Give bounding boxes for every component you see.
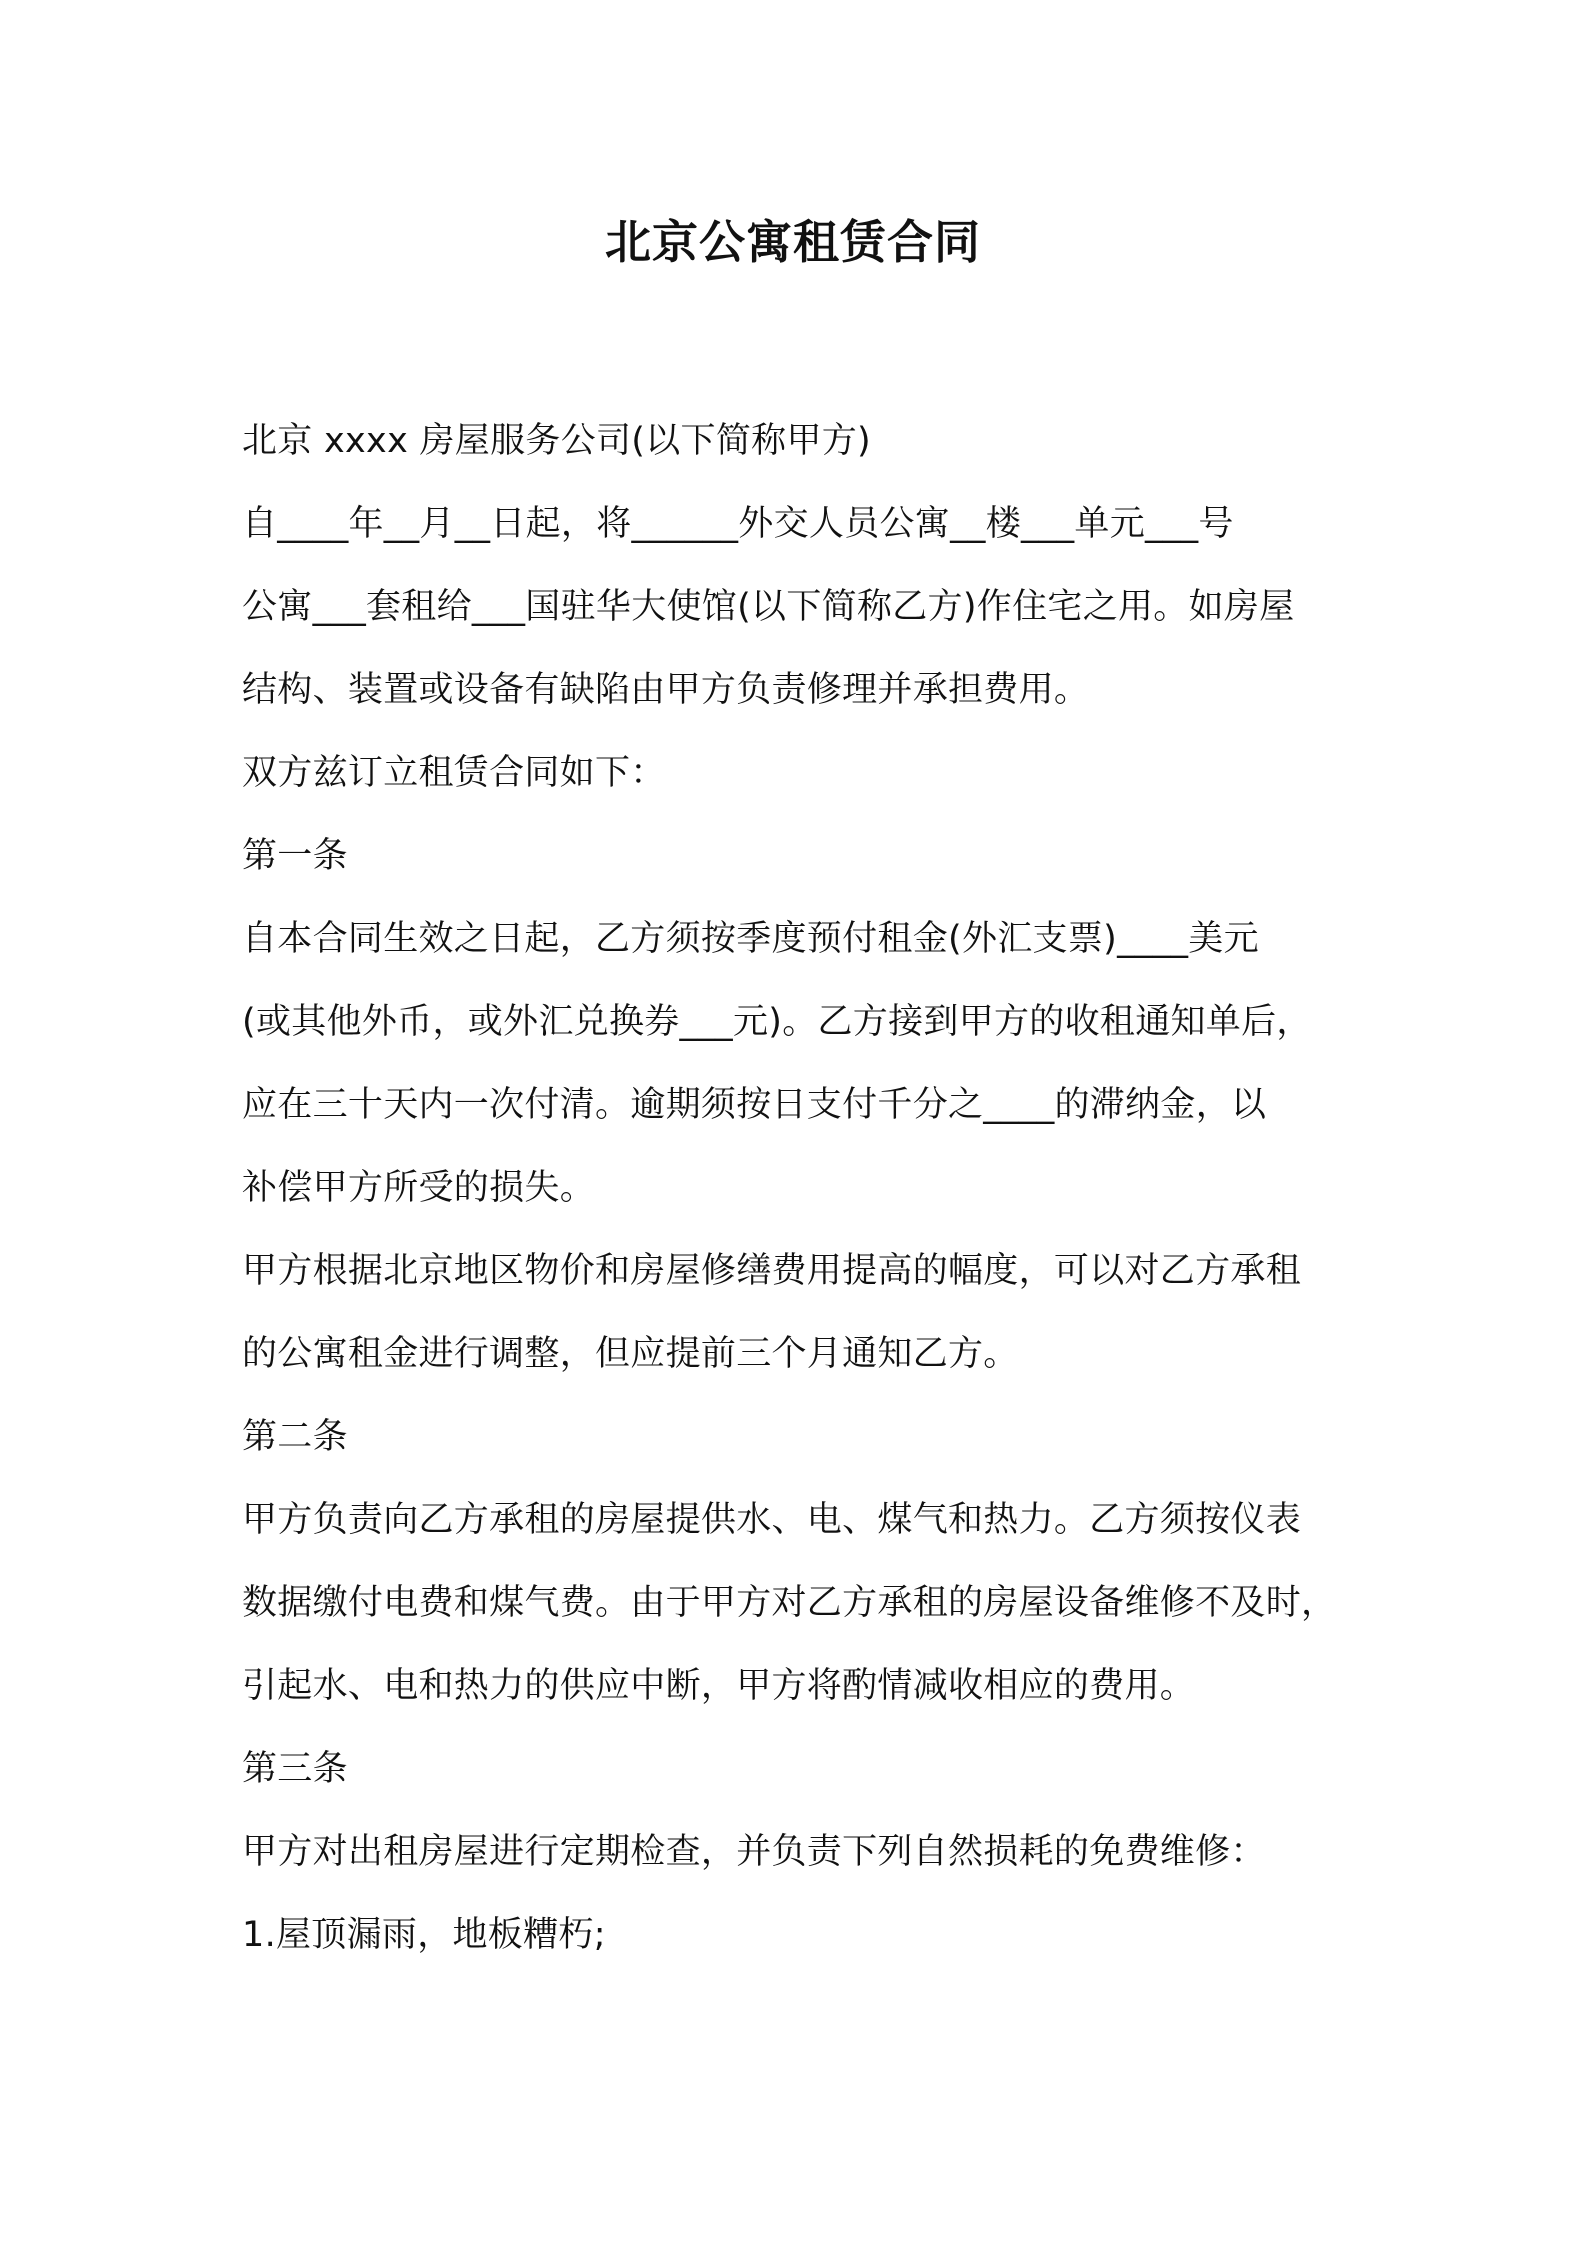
- paragraph-line: 甲方负责向乙方承租的房屋提供水、电、煤气和热力。乙方须按仪表: [242, 1500, 1302, 1540]
- paragraph-line: 自____年__月__日起，将______外交人员公寓__楼___单元___号: [242, 504, 1234, 544]
- paragraph-line: 的公寓租金进行调整，但应提前三个月通知乙方。: [242, 1334, 1019, 1374]
- article-heading-3: 第三条: [242, 1749, 348, 1789]
- paragraph-line: 公寓___套租给___国驻华大使馆(以下简称乙方)作住宅之用。如房屋: [242, 587, 1295, 627]
- document-body: [242, 400, 1392, 1977]
- paragraph-line: (或其他外币，或外汇兑换券___元)。乙方接到甲方的收租通知单后，: [242, 1002, 1312, 1042]
- party-a-line: 北京 xxxx 房屋服务公司(以下简称甲方): [242, 421, 872, 461]
- paragraph-line: 数据缴付电费和煤气费。由于甲方对乙方承租的房屋设备维修不及时，: [242, 1583, 1337, 1623]
- article-heading-1: 第一条: [242, 836, 348, 876]
- paragraph-line: 双方兹订立租赁合同如下：: [242, 753, 666, 793]
- paragraph-line: 补偿甲方所受的损失。: [242, 1168, 596, 1208]
- paragraph-line: 结构、装置或设备有缺陷由甲方负责修理并承担费用。: [242, 670, 1090, 710]
- paragraph-line: 自本合同生效之日起，乙方须按季度预付租金(外汇支票)____美元: [242, 919, 1259, 959]
- paragraph-line: 应在三十天内一次付清。逾期须按日支付千分之____的滞纳金，以: [242, 1085, 1267, 1125]
- paragraph-line: 甲方根据北京地区物价和房屋修缮费用提高的幅度，可以对乙方承租: [242, 1251, 1302, 1291]
- article-heading-2: 第二条: [242, 1417, 348, 1457]
- list-item: 1.屋顶漏雨，地板糟朽;: [242, 1915, 606, 1955]
- paragraph-line: 甲方对出租房屋进行定期检查，并负责下列自然损耗的免费维修：: [242, 1832, 1266, 1872]
- paragraph-line: 引起水、电和热力的供应中断，甲方将酌情减收相应的费用。: [242, 1666, 1196, 1706]
- document-title: 北京公寓租赁合同: [605, 215, 981, 269]
